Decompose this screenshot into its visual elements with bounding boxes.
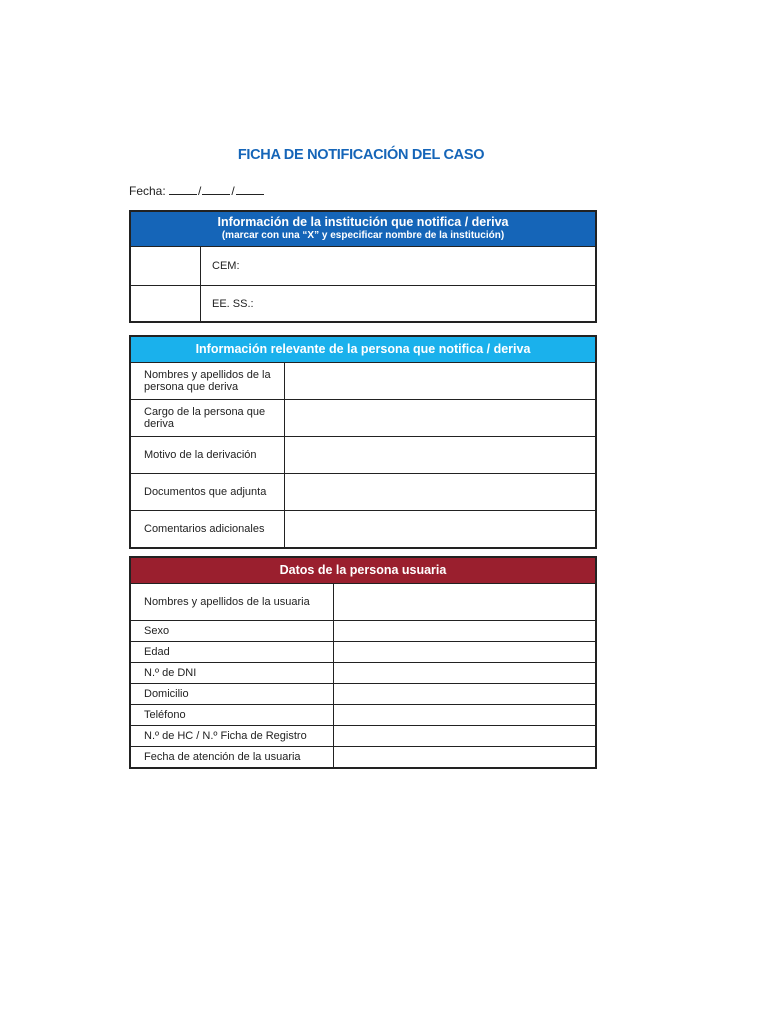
record-number-field[interactable] [334, 726, 595, 746]
institution-row-cem [131, 246, 595, 285]
referrer-position-field[interactable] [285, 400, 595, 436]
dni-field[interactable] [334, 663, 595, 683]
sex-field[interactable] [334, 621, 595, 641]
dni-label: N.º de DNI [131, 663, 334, 683]
comments-label: Comentarios adicionales [131, 511, 285, 547]
mark-x-cell-eess[interactable] [131, 286, 201, 321]
table-row [131, 473, 595, 510]
mark-x-cell-cem[interactable] [131, 247, 201, 285]
table-row [131, 725, 595, 746]
user-section [129, 556, 597, 769]
table-row [131, 583, 595, 620]
referrer-section [129, 335, 597, 549]
institution-section-header [131, 212, 595, 246]
date-label: Fecha: [129, 184, 166, 198]
user-section-header: Datos de la persona usuaria [131, 558, 595, 583]
table-row [131, 362, 595, 399]
referrer-name-field[interactable] [285, 363, 595, 399]
record-number-label: N.º de HC / N.º Ficha de Registro [131, 726, 334, 746]
date-year-blank[interactable] [236, 184, 264, 195]
sex-label: Sexo [131, 621, 334, 641]
institution-row-eess [131, 285, 595, 321]
user-name-label: Nombres y apellidos de la usuaria [131, 584, 334, 620]
table-row [131, 662, 595, 683]
table-row [131, 620, 595, 641]
date-field [129, 184, 264, 198]
referrer-section-header: Información relevante de la persona que notifica / deriva [131, 337, 595, 362]
attention-date-label: Fecha de atención de la usuaria [131, 747, 334, 767]
attached-documents-field[interactable] [285, 474, 595, 510]
comments-field[interactable] [285, 511, 595, 547]
table-row [131, 641, 595, 662]
cem-field[interactable]: CEM: [212, 260, 240, 272]
institution-header-title: Información de la institución que notifica / deriva [217, 215, 509, 229]
date-day-blank[interactable] [169, 184, 197, 195]
user-name-field[interactable] [334, 584, 595, 620]
age-label: Edad [131, 642, 334, 662]
table-row [131, 399, 595, 436]
attached-documents-label: Documentos que adjunta [131, 474, 285, 510]
table-row [131, 436, 595, 473]
phone-label: Teléfono [131, 705, 334, 725]
form-title: FICHA DE NOTIFICACIÓN DEL CASO [237, 147, 485, 163]
date-month-blank[interactable] [202, 184, 230, 195]
date-separator: / [198, 184, 202, 198]
address-field[interactable] [334, 684, 595, 704]
address-label: Domicilio [131, 684, 334, 704]
table-row [131, 510, 595, 547]
referral-reason-label: Motivo de la derivación [131, 437, 285, 473]
phone-field[interactable] [334, 705, 595, 725]
table-row [131, 683, 595, 704]
referral-reason-field[interactable] [285, 437, 595, 473]
age-field[interactable] [334, 642, 595, 662]
date-separator: / [231, 184, 235, 198]
eess-field[interactable]: EE. SS.: [212, 297, 254, 310]
attention-date-field[interactable] [334, 747, 595, 767]
referrer-position-label: Cargo de la persona que deriva [131, 400, 285, 436]
referrer-name-label: Nombres y apellidos de la persona que deriva [131, 363, 285, 399]
table-row [131, 746, 595, 767]
institution-header-subtitle: (marcar con una “X” y especificar nombre de la institución) [221, 230, 505, 241]
institution-section [129, 210, 597, 323]
table-row [131, 704, 595, 725]
